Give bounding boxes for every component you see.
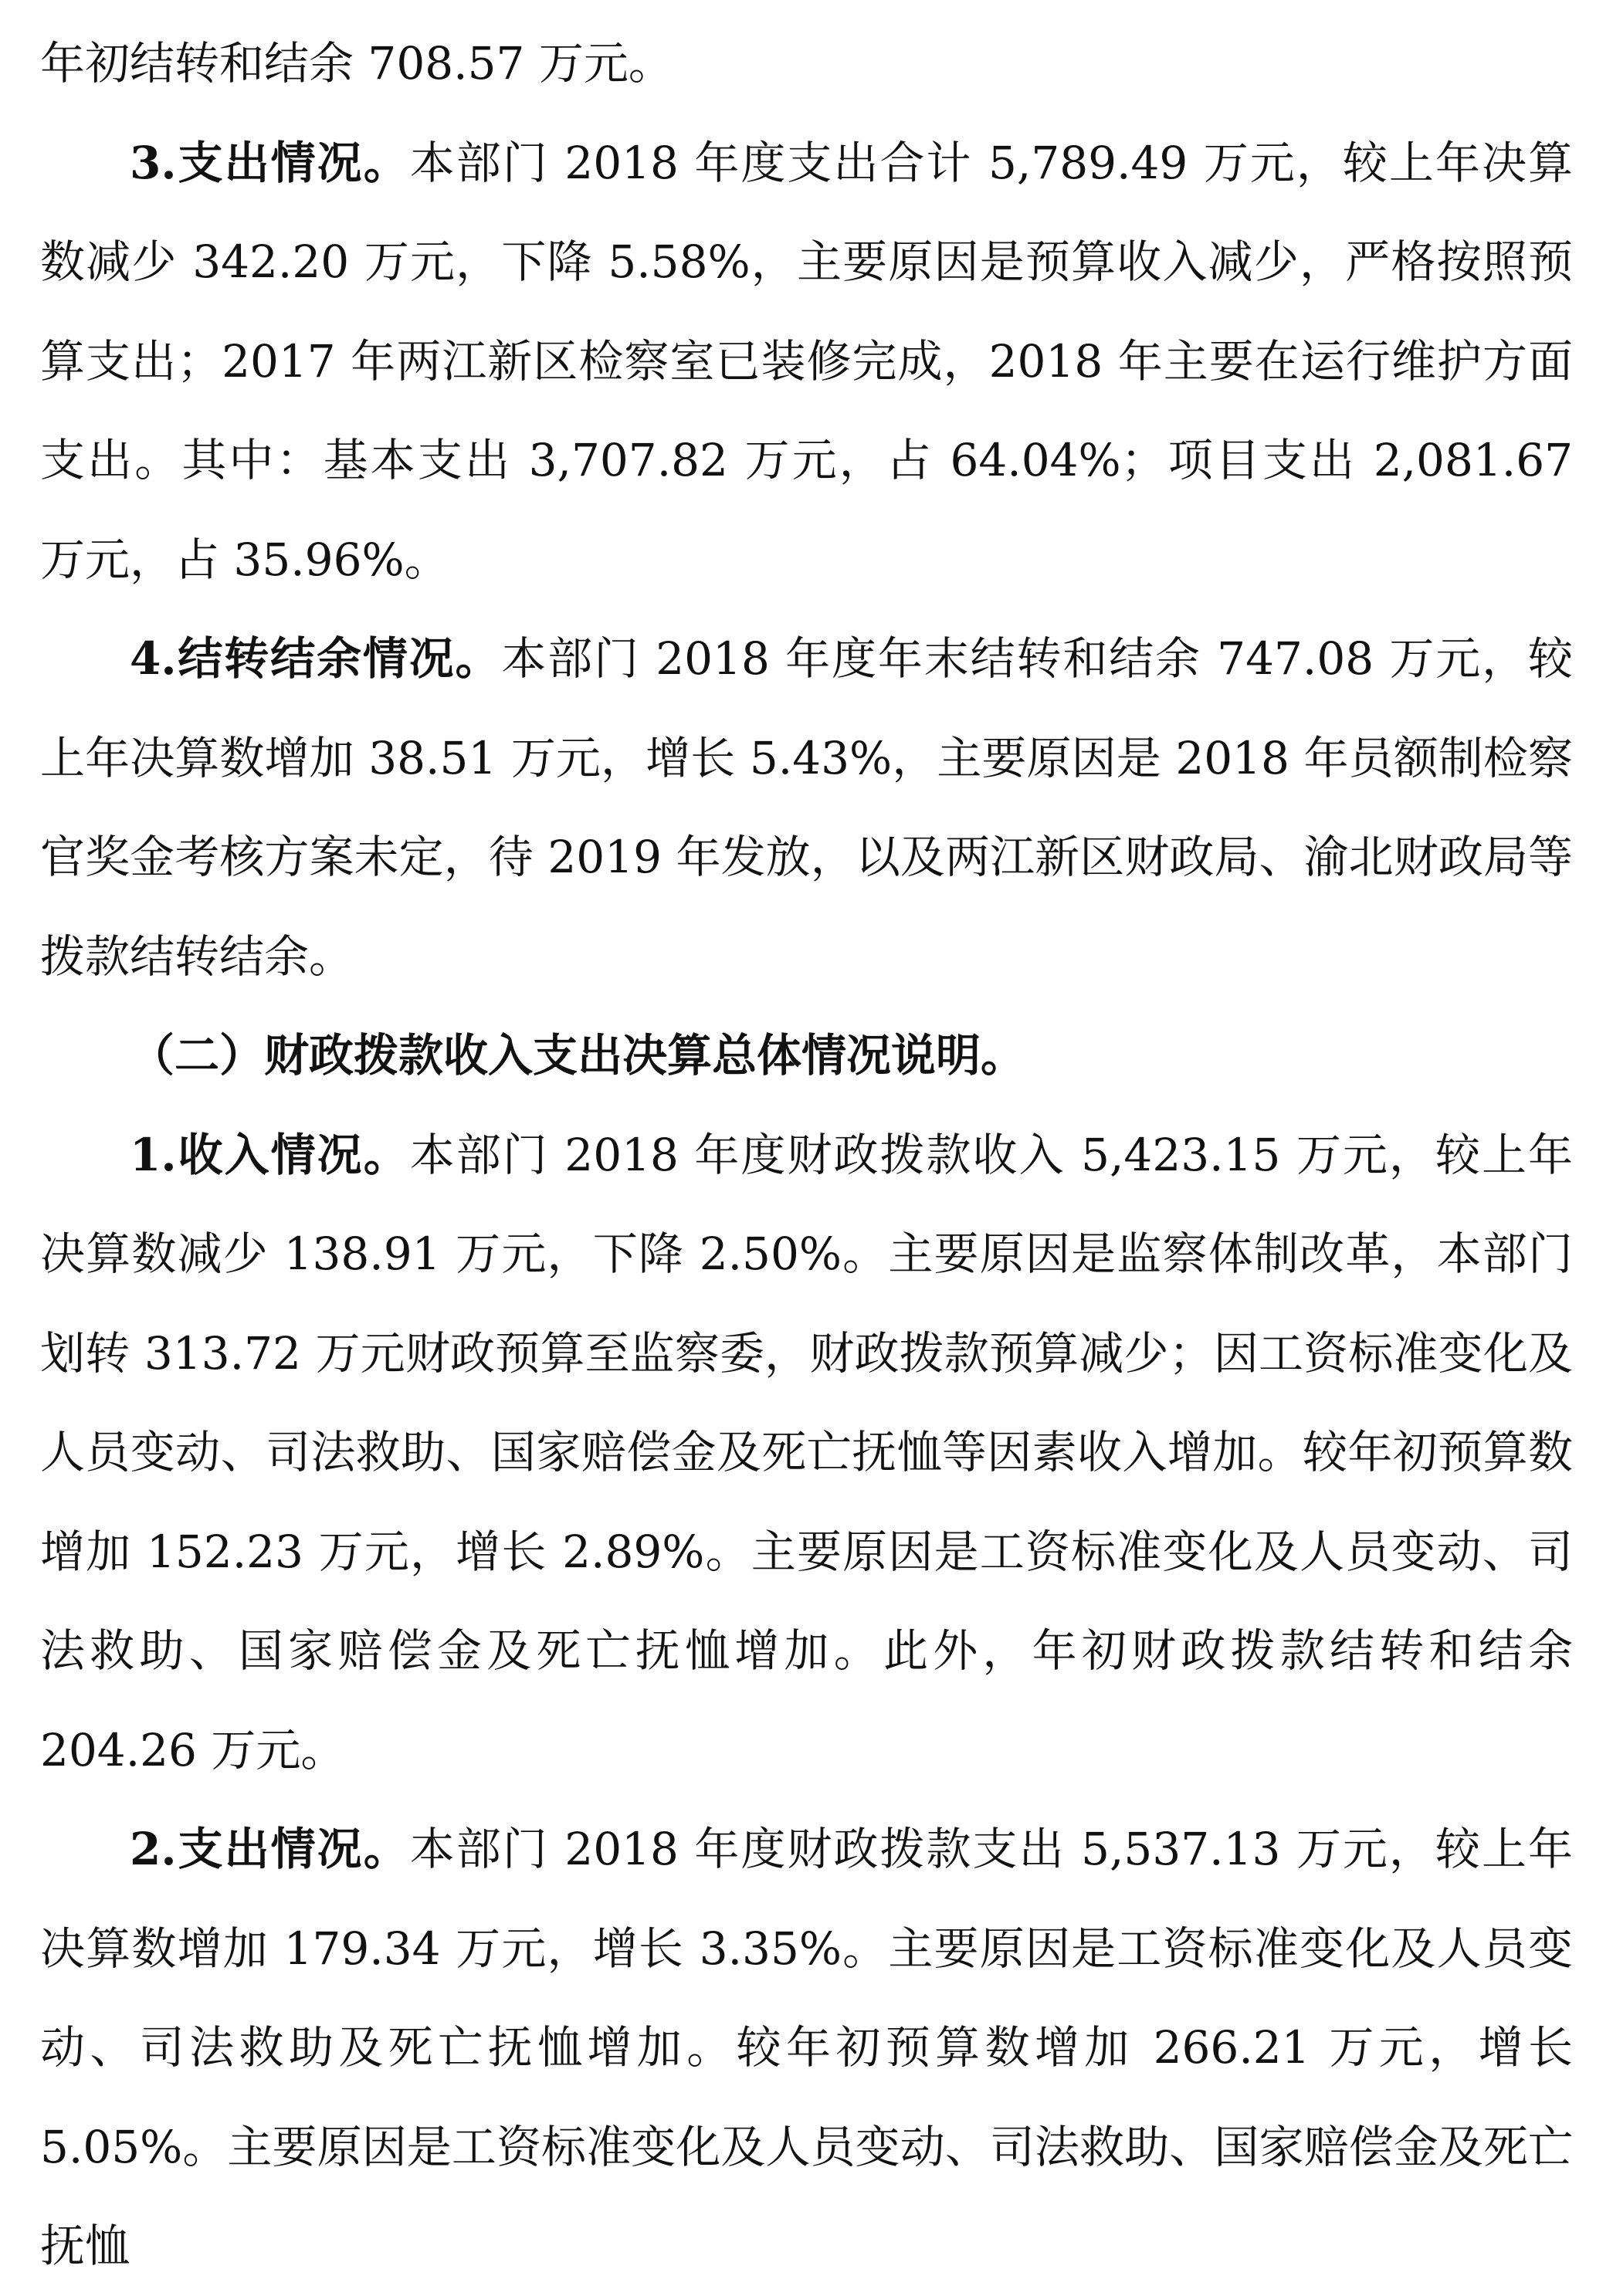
section-heading: （二）财政拨款收入支出决算总体情况说明。	[130, 1029, 1026, 1082]
paragraph-carryover	[40, 609, 1573, 1006]
paragraph-income	[40, 1106, 1573, 1800]
paragraph-fiscal-expenditure	[40, 1800, 1573, 2296]
section-lead: 3.支出情况。	[130, 136, 410, 189]
document-text	[40, 14, 1573, 2296]
paragraph-expenditure	[40, 113, 1573, 610]
section-lead: 4.结转结余情况。	[130, 632, 502, 685]
paragraph-body: 本部门 2018 年度支出合计 5,789.49 万元，较上年决算数减少 342.20 万元，下降 5.58%，主要原因是预算收入减少，严格按照预算支出；2017 年两江新区检察室已装修完成，2018 年主要在运行维护方面支出。其中：基本支出 3,707.82 万元，占 64.04%；项目支出 2,081.67 万元，占 35.96%。	[40, 136, 1573, 586]
paragraph-body: 本部门 2018 年度财政拨款收入 5,423.15 万元，较上年决算数减少 138.91 万元，下降 2.50%。主要原因是监察体制改革，本部门划转 313.72 万元财政预算至监察委，财政拨款预算减少；因工资标准变化及人员变动、司法救助、国家赔偿金及死亡抚恤等因素收入增加。较年初预算数增加 152.23 万元，增长 2.89%。主要原因是工资标准变化及人员变动、司法救助、国家赔偿金及死亡抚恤增加。此外，年初财政拨款结转和结余 204.26 万元。	[40, 1128, 1573, 1776]
paragraph-body: 本部门 2018 年度年末结转和结余 747.08 万元，较上年决算数增加 38.51 万元，增长 5.43%，主要原因是 2018 年员额制检察官奖金考核方案未定，待 2019 年发放，以及两江新区财政局、渝北财政局等拨款结转结余。	[40, 632, 1573, 983]
paragraph-carryover-balance	[40, 14, 1573, 113]
section-lead: 2.支出情况。	[130, 1823, 410, 1875]
section-lead: 1.收入情况。	[130, 1128, 410, 1181]
paragraph-body: 本部门 2018 年度财政拨款支出 5,537.13 万元，较上年决算数增加 179.34 万元，增长 3.35%。主要原因是工资标准变化及人员变动、司法救助及死亡抚恤增加。较年初预算数增加 266.21 万元，增长 5.05%。主要原因是工资标准变化及人员变动、司法救助、国家赔偿金及死亡抚恤	[40, 1823, 1573, 2272]
paragraph-body: 年初结转和结余 708.57 万元。	[40, 37, 673, 90]
